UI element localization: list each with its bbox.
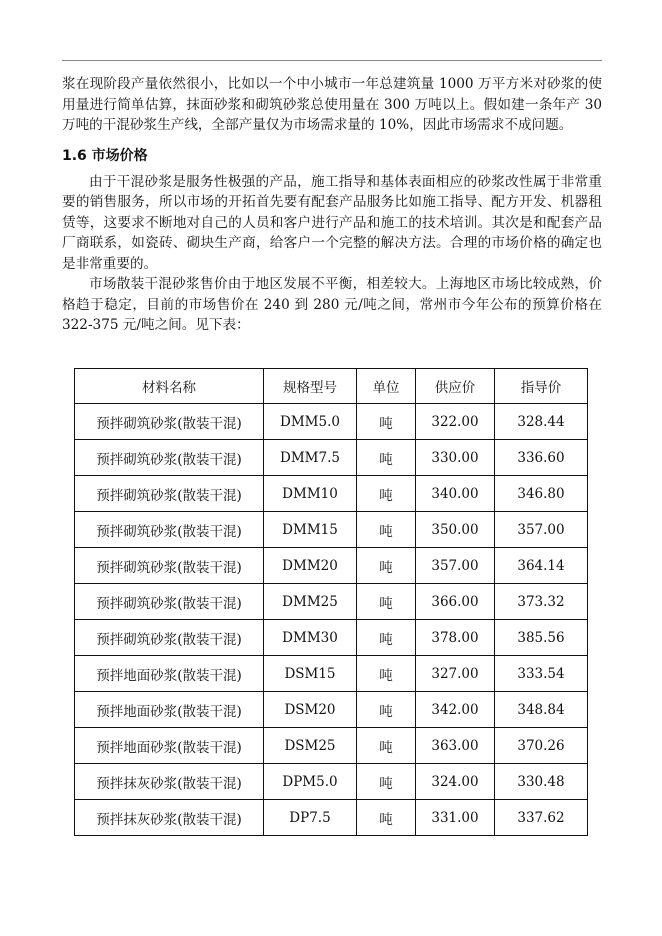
table-row: [75, 620, 588, 656]
section-title: 1.6 市场价格: [62, 147, 148, 164]
table-row: [75, 764, 588, 800]
table-row: [75, 512, 588, 548]
cell-unit: 吨: [357, 548, 416, 584]
document-page: [62, 74, 602, 336]
cell-supply-price: 357.00: [416, 548, 495, 584]
cell-guide-price: 330.48: [495, 764, 588, 800]
table-row: [75, 404, 588, 440]
table-row: [75, 584, 588, 620]
header-guide-price: 指导价: [495, 369, 588, 404]
header-rule: [62, 60, 602, 61]
cell-material-name: 预拌砌筑砂浆(散装干混): [75, 404, 264, 440]
body-paragraph-service: 由于干混砂浆是服务性极强的产品，施工指导和基体表面相应的砂浆改性属于非常重要的销售服务，所以市场的开拓首先要有配套产品服务比如施工指导、配方开发、机器租赁等，这要求不断地对自己的人员和客户进行产品和施工的技术培训。其次是和配套产品厂商联系，如瓷砖、砌块生产商，给客户一个完整的解决方法。合理的市场价格的确定也是非常重要的。: [62, 173, 602, 272]
cell-unit: 吨: [357, 800, 416, 836]
cell-supply-price: 322.00: [416, 404, 495, 440]
cell-material-name: 预拌砌筑砂浆(散装干混): [75, 620, 264, 656]
table-row: [75, 800, 588, 836]
table-header-row: [75, 369, 588, 404]
cell-spec-model: DMM25: [264, 584, 357, 620]
body-paragraph-price: 市场散装干混砂浆售价由于地区发展不平衡，相差较大。上海地区市场比较成熟，价格趋于稳定，目前的市场售价在 240 到 280 元/吨之间，常州市今年公布的预算价格在 322-375 元/吨之间。见下表：: [62, 276, 602, 333]
cell-supply-price: 324.00: [416, 764, 495, 800]
cell-guide-price: 328.44: [495, 404, 588, 440]
cell-guide-price: 357.00: [495, 512, 588, 548]
cell-material-name: 预拌砌筑砂浆(散装干混): [75, 548, 264, 584]
cell-guide-price: 336.60: [495, 440, 588, 476]
header-spec-model: 规格型号: [264, 369, 357, 404]
table-row: [75, 656, 588, 692]
cell-material-name: 预拌地面砂浆(散装干混): [75, 656, 264, 692]
cell-guide-price: 333.54: [495, 656, 588, 692]
cell-spec-model: DPM5.0: [264, 764, 357, 800]
cell-unit: 吨: [357, 692, 416, 728]
table-row: [75, 692, 588, 728]
cell-supply-price: 366.00: [416, 584, 495, 620]
cell-supply-price: 378.00: [416, 620, 495, 656]
header-unit: 单位: [357, 369, 416, 404]
cell-spec-model: DMM10: [264, 476, 357, 512]
cell-unit: 吨: [357, 728, 416, 764]
table-row: [75, 548, 588, 584]
cell-material-name: 预拌抹灰砂浆(散装干混): [75, 764, 264, 800]
cell-spec-model: DSM15: [264, 656, 357, 692]
cell-material-name: 预拌地面砂浆(散装干混): [75, 692, 264, 728]
price-table: [74, 368, 588, 836]
cell-supply-price: 327.00: [416, 656, 495, 692]
table-row: [75, 476, 588, 512]
cell-guide-price: 364.14: [495, 548, 588, 584]
cell-supply-price: 331.00: [416, 800, 495, 836]
cell-spec-model: DSM25: [264, 728, 357, 764]
table-row: [75, 440, 588, 476]
cell-spec-model: DMM30: [264, 620, 357, 656]
cell-supply-price: 340.00: [416, 476, 495, 512]
cell-spec-model: DMM15: [264, 512, 357, 548]
cell-spec-model: DMM7.5: [264, 440, 357, 476]
header-material-name: 材料名称: [75, 369, 264, 404]
cell-unit: 吨: [357, 656, 416, 692]
cell-supply-price: 342.00: [416, 692, 495, 728]
cell-spec-model: DMM5.0: [264, 404, 357, 440]
cell-supply-price: 330.00: [416, 440, 495, 476]
cell-guide-price: 370.26: [495, 728, 588, 764]
cell-supply-price: 363.00: [416, 728, 495, 764]
cell-guide-price: 348.84: [495, 692, 588, 728]
cell-unit: 吨: [357, 476, 416, 512]
cell-material-name: 预拌抹灰砂浆(散装干混): [75, 800, 264, 836]
cell-material-name: 预拌砌筑砂浆(散装干混): [75, 512, 264, 548]
cell-spec-model: DSM20: [264, 692, 357, 728]
cell-material-name: 预拌地面砂浆(散装干混): [75, 728, 264, 764]
cell-guide-price: 385.56: [495, 620, 588, 656]
intro-paragraph: 浆在现阶段产量依然很小，比如以一个中小城市一年总建筑量 1000 万平方米对砂浆的使用量进行简单估算，抹面砂浆和砌筑砂浆总使用量在 300 万吨以上。假如建一条年产 30 万吨的干混砂浆生产线，全部产量仅为市场需求量的 10%，因此市场需求不成问题。: [62, 76, 603, 133]
cell-unit: 吨: [357, 584, 416, 620]
cell-spec-model: DP7.5: [264, 800, 357, 836]
header-supply-price: 供应价: [416, 369, 495, 404]
cell-material-name: 预拌砌筑砂浆(散装干混): [75, 476, 264, 512]
cell-unit: 吨: [357, 404, 416, 440]
table-body: [75, 404, 588, 836]
cell-guide-price: 346.80: [495, 476, 588, 512]
cell-supply-price: 350.00: [416, 512, 495, 548]
cell-unit: 吨: [357, 512, 416, 548]
cell-material-name: 预拌砌筑砂浆(散装干混): [75, 440, 264, 476]
cell-guide-price: 337.62: [495, 800, 588, 836]
cell-spec-model: DMM20: [264, 548, 357, 584]
table-row: [75, 728, 588, 764]
cell-unit: 吨: [357, 764, 416, 800]
cell-unit: 吨: [357, 620, 416, 656]
cell-unit: 吨: [357, 440, 416, 476]
cell-material-name: 预拌砌筑砂浆(散装干混): [75, 584, 264, 620]
cell-guide-price: 373.32: [495, 584, 588, 620]
